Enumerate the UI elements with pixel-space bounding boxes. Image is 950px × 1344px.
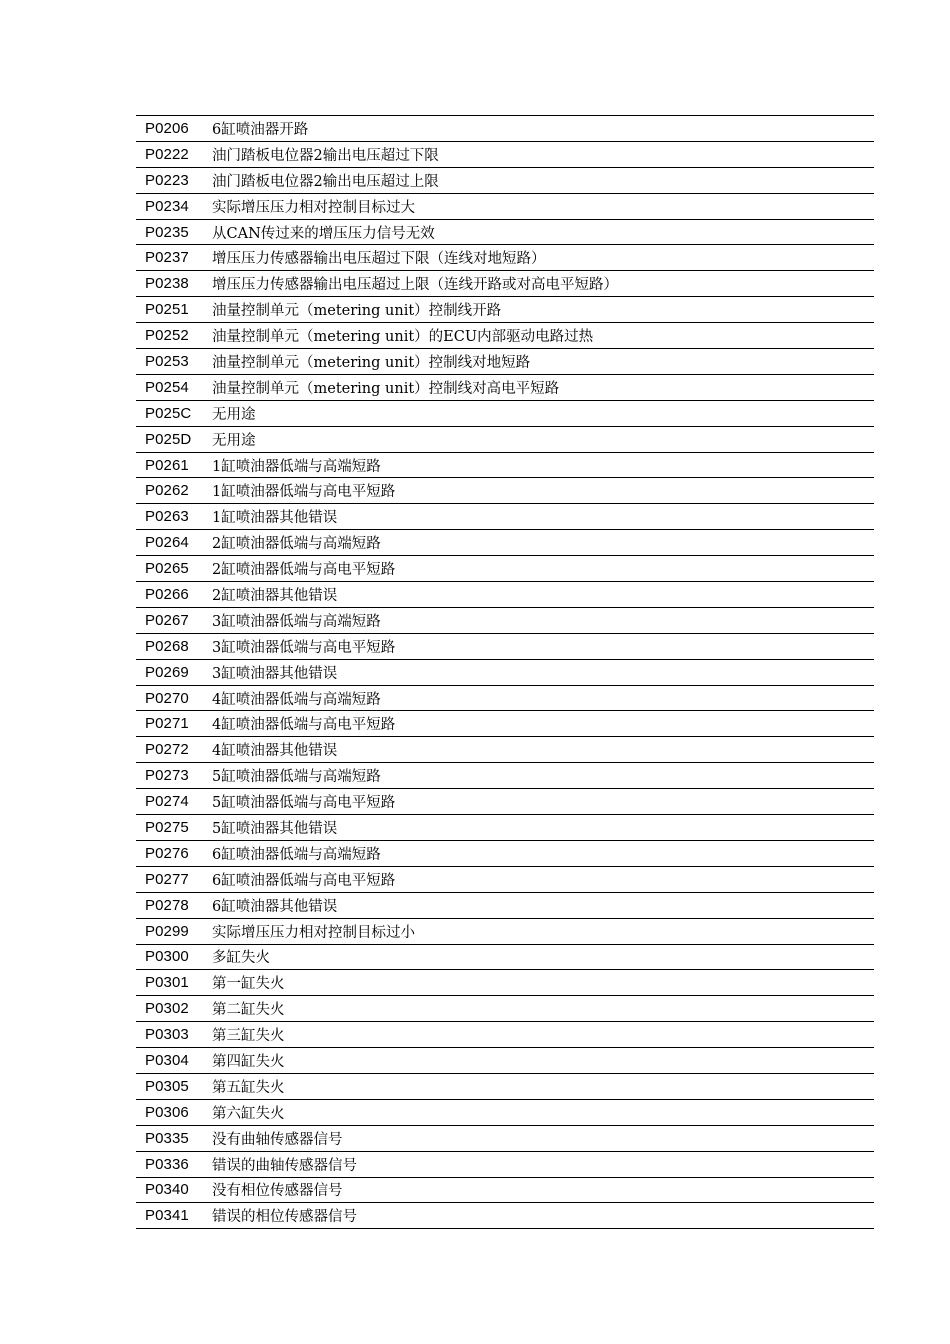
table-row xyxy=(136,453,874,479)
fault-description: 5缸喷油器低端与高端短路 xyxy=(212,769,381,786)
fault-description: 6缸喷油器低端与高电平短路 xyxy=(212,872,396,889)
table-row xyxy=(136,142,874,168)
table-row xyxy=(136,945,874,971)
fault-description: 3缸喷油器低端与高电平短路 xyxy=(212,639,396,656)
table-row xyxy=(136,530,874,556)
fault-code: P0253 xyxy=(145,352,189,370)
table-row xyxy=(136,401,874,427)
fault-description: 4缸喷油器其他错误 xyxy=(212,743,338,760)
table-row xyxy=(136,1126,874,1152)
table-row xyxy=(136,427,874,453)
table-row xyxy=(136,1203,874,1229)
table-row xyxy=(136,686,874,712)
fault-description: 第四缸失火 xyxy=(212,1054,285,1070)
table-row xyxy=(136,1022,874,1048)
fault-code: P0266 xyxy=(145,585,189,603)
table-row xyxy=(136,556,874,582)
table-row xyxy=(136,763,874,789)
fault-description: 错误的曲轴传感器信号 xyxy=(212,1157,357,1174)
fault-code: P0254 xyxy=(145,378,189,396)
fault-description: 1缸喷油器其他错误 xyxy=(212,510,338,527)
fault-description: 无用途 xyxy=(212,406,256,423)
table-row xyxy=(136,271,874,297)
fault-code: P0277 xyxy=(145,870,189,888)
table-row xyxy=(136,375,874,401)
fault-description: 6缸喷油器其他错误 xyxy=(212,898,338,915)
fault-description: 错误的相位传感器信号 xyxy=(212,1209,357,1226)
fault-description: 6缸喷油器开路 xyxy=(212,121,309,138)
fault-description: 1缸喷油器低端与高电平短路 xyxy=(212,484,396,501)
table-row xyxy=(136,1100,874,1126)
fault-code: P0278 xyxy=(145,896,189,914)
table-row xyxy=(136,478,874,504)
table-row xyxy=(136,867,874,893)
fault-code: P0300 xyxy=(145,948,189,966)
fault-code: P0262 xyxy=(145,482,189,500)
table-row xyxy=(136,634,874,660)
fault-code: P0273 xyxy=(145,767,189,785)
fault-description: 油量控制单元（metering unit）控制线开路 xyxy=(212,303,502,320)
fault-code: P0265 xyxy=(145,560,189,578)
fault-code: P0305 xyxy=(145,1077,189,1095)
fault-code: P0271 xyxy=(145,715,189,733)
fault-description: 实际增压压力相对控制目标过小 xyxy=(212,924,415,941)
fault-code: P0272 xyxy=(145,741,189,759)
fault-code: P0264 xyxy=(145,534,189,552)
fault-code: P0306 xyxy=(145,1103,189,1121)
fault-description: 第二缸失火 xyxy=(212,1002,285,1019)
fault-code: P0275 xyxy=(145,818,189,836)
table-row xyxy=(136,582,874,608)
fault-description: 多缸失火 xyxy=(212,950,270,967)
table-row xyxy=(136,168,874,194)
fault-code: P0276 xyxy=(145,844,189,862)
fault-code: P0340 xyxy=(145,1181,189,1199)
fault-code: P0336 xyxy=(145,1155,189,1173)
table-row xyxy=(136,220,874,246)
fault-description: 6缸喷油器低端与高端短路 xyxy=(212,846,381,863)
fault-description: 5缸喷油器其他错误 xyxy=(212,820,338,837)
table-row xyxy=(136,919,874,945)
table-row xyxy=(136,841,874,867)
fault-description: 3缸喷油器低端与高端短路 xyxy=(212,613,381,630)
table-row xyxy=(136,245,874,271)
fault-description: 2缸喷油器其他错误 xyxy=(212,587,338,604)
fault-description: 4缸喷油器低端与高端短路 xyxy=(212,691,381,708)
fault-code: P0267 xyxy=(145,611,189,629)
fault-code: P0238 xyxy=(145,275,189,293)
fault-description: 第一缸失火 xyxy=(212,976,285,993)
fault-description: 无用途 xyxy=(212,432,256,449)
fault-description: 油量控制单元（metering unit）控制线对地短路 xyxy=(212,354,531,371)
table-row xyxy=(136,996,874,1022)
fault-code: P0222 xyxy=(145,145,189,163)
table-row xyxy=(136,970,874,996)
fault-code: P0251 xyxy=(145,301,189,319)
fault-description: 没有曲轴传感器信号 xyxy=(212,1131,343,1148)
fault-description: 第三缸失火 xyxy=(212,1028,285,1045)
fault-code: P0234 xyxy=(145,197,189,215)
table-row xyxy=(136,660,874,686)
fault-code: P0304 xyxy=(145,1052,189,1069)
table-row xyxy=(136,116,874,142)
fault-code: P0263 xyxy=(145,508,189,526)
fault-code: P0270 xyxy=(145,689,189,707)
table-row xyxy=(136,815,874,841)
fault-description: 油门踏板电位器2输出电压超过上限 xyxy=(212,173,439,190)
fault-code: P0335 xyxy=(145,1129,189,1147)
fault-description: 实际增压压力相对控制目标过大 xyxy=(212,199,415,216)
fault-code: P0268 xyxy=(145,637,189,655)
fault-code: P0237 xyxy=(145,249,189,267)
table-row xyxy=(136,608,874,634)
fault-description: 油量控制单元（metering unit）的ECU内部驱动电路过热 xyxy=(212,329,594,346)
table-row xyxy=(136,297,874,323)
fault-description: 2缸喷油器低端与高端短路 xyxy=(212,536,381,553)
fault-code: P0341 xyxy=(145,1207,189,1225)
table-row xyxy=(136,323,874,349)
fault-code: P0303 xyxy=(145,1026,189,1044)
fault-description: 没有相位传感器信号 xyxy=(212,1183,343,1200)
fault-description: 增压压力传感器输出电压超过上限（连线开路或对高电平短路） xyxy=(212,277,618,294)
table-row xyxy=(136,1074,874,1100)
table-row xyxy=(136,504,874,530)
fault-code: P025D xyxy=(145,430,192,448)
fault-code: P0301 xyxy=(145,974,189,992)
fault-code: P0269 xyxy=(145,663,189,681)
fault-description: 第六缸失火 xyxy=(212,1105,285,1122)
table-row xyxy=(136,349,874,375)
fault-description: 油门踏板电位器2输出电压超过下限 xyxy=(212,147,439,164)
table-row xyxy=(136,737,874,763)
fault-code: P0299 xyxy=(145,922,189,940)
fault-description: 5缸喷油器低端与高电平短路 xyxy=(212,795,396,812)
fault-code-table xyxy=(136,115,874,1229)
fault-code: P0235 xyxy=(145,223,189,241)
fault-description: 从CAN传过来的增压压力信号无效 xyxy=(212,225,435,242)
fault-code: P0302 xyxy=(145,1000,189,1018)
fault-code: P0261 xyxy=(145,456,189,474)
fault-code: P0274 xyxy=(145,793,189,811)
fault-description: 3缸喷油器其他错误 xyxy=(212,665,338,682)
table-row xyxy=(136,893,874,919)
fault-code: P025C xyxy=(145,404,192,422)
table-row xyxy=(136,711,874,737)
table-row xyxy=(136,194,874,220)
table-row xyxy=(136,1048,874,1074)
table-row xyxy=(136,789,874,815)
fault-description: 第五缸失火 xyxy=(212,1079,285,1096)
fault-description: 1缸喷油器低端与高端短路 xyxy=(212,458,381,475)
fault-description: 增压压力传感器输出电压超过下限（连线对地短路） xyxy=(212,251,546,268)
table-row xyxy=(136,1178,874,1204)
fault-code: P0206 xyxy=(145,119,189,137)
table-row xyxy=(136,1152,874,1178)
fault-description: 2缸喷油器低端与高电平短路 xyxy=(212,562,396,579)
fault-description: 4缸喷油器低端与高电平短路 xyxy=(212,717,396,734)
fault-code: P0223 xyxy=(145,171,189,189)
fault-description: 油量控制单元（metering unit）控制线对高电平短路 xyxy=(212,380,560,397)
fault-code: P0252 xyxy=(145,327,189,345)
